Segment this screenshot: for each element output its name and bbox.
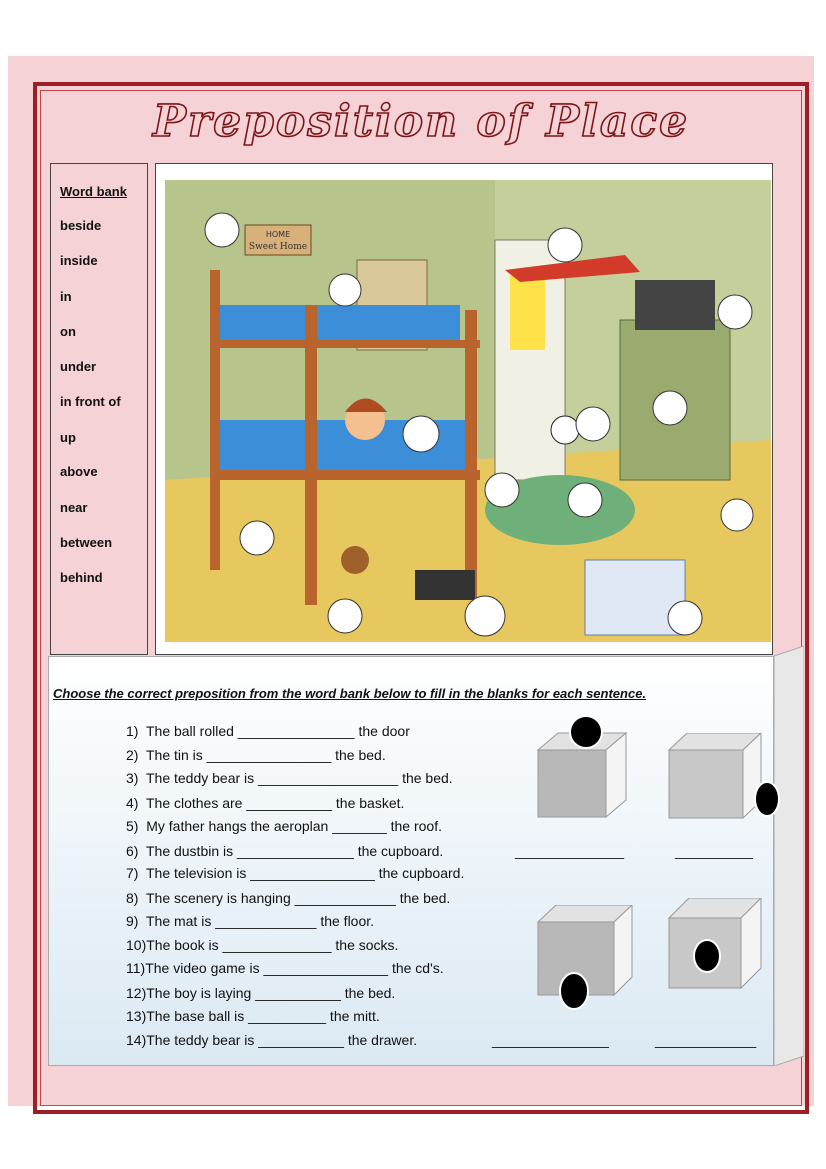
label-circle[interactable]: [718, 295, 752, 329]
ball: [570, 716, 602, 748]
label-circle[interactable]: [721, 499, 753, 531]
word-bank-heading: Word bank: [60, 184, 127, 199]
page-title: Preposition of Place: [152, 96, 690, 147]
sentence-6: 6) The dustbin is _______________ the cupboard.: [126, 843, 444, 859]
sentence-3: 3) The teddy bear is __________________ the bed.: [126, 770, 453, 786]
answer-blank[interactable]: ______________: [515, 843, 625, 859]
ball: [755, 782, 779, 816]
word-bank-item: in: [60, 289, 72, 304]
label-circle[interactable]: [568, 483, 602, 517]
poster: [510, 275, 545, 350]
label-circle[interactable]: [328, 599, 362, 633]
sentence-1: 1) The ball rolled _______________ the door: [126, 723, 410, 739]
label-circle[interactable]: [548, 228, 582, 262]
bed-post: [465, 310, 477, 600]
ball: [694, 940, 720, 972]
sentence-9: 9) The mat is _____________ the floor.: [126, 913, 375, 929]
answer-blank[interactable]: _____________: [655, 1032, 757, 1048]
label-circle[interactable]: [329, 274, 361, 306]
instructions: Choose the correct preposition from the word bank below to fill in the blanks for each sentence.: [53, 686, 647, 701]
top-bunk-mattress: [220, 305, 460, 345]
teddy-bear: [341, 546, 369, 574]
sentence-14: 14)The teddy bear is ___________ the drawer.: [126, 1032, 418, 1048]
video-game-console: [415, 570, 475, 600]
television: [635, 280, 715, 330]
sentence-12: 12)The boy is laying ___________ the bed.: [126, 985, 396, 1001]
word-bank-item: in front of: [60, 394, 121, 409]
sentence-13: 13)The base ball is __________ the mitt.: [126, 1008, 380, 1024]
label-circle[interactable]: [205, 213, 239, 247]
label-circle[interactable]: [465, 596, 505, 636]
word-bank-item: between: [60, 535, 113, 550]
sentence-7: 7) The television is ________________ the cupboard.: [126, 865, 465, 881]
cube-ball-inside: [665, 898, 765, 993]
word-bank-item: on: [60, 324, 76, 339]
cube-ball-in-front: [534, 905, 634, 1013]
sentence-8: 8) The scenery is hanging _____________ the bed.: [126, 890, 451, 906]
word-bank: [50, 163, 148, 655]
sentence-10: 10)The book is ______________ the socks.: [126, 937, 399, 953]
bed-post: [210, 270, 220, 570]
bed-rail: [210, 470, 480, 480]
word-bank-item: above: [60, 464, 98, 479]
label-circle[interactable]: [576, 407, 610, 441]
sign-line-2: Sweet Home: [248, 242, 308, 252]
label-circle[interactable]: [240, 521, 274, 555]
bed-rail: [210, 340, 480, 348]
word-bank-item: behind: [60, 570, 103, 585]
label-circle[interactable]: [485, 473, 519, 507]
answer-blank[interactable]: _______________: [492, 1032, 609, 1048]
cube-ball-beside: [665, 733, 781, 823]
exercise-panel: [48, 656, 774, 1066]
label-circle[interactable]: [403, 416, 439, 452]
word-bank-item: inside: [60, 253, 98, 268]
label-circle[interactable]: [653, 391, 687, 425]
sentence-11: 11)The video game is ________________ the cd's.: [126, 960, 444, 976]
messy-bedroom-illustration: [165, 180, 771, 642]
sign-line-1: HOME: [265, 230, 291, 239]
answer-blank[interactable]: __________: [675, 843, 753, 859]
sentence-2: 2) The tin is ________________ the bed.: [126, 747, 386, 763]
soccer-ball: [551, 416, 579, 444]
word-bank-item: up: [60, 430, 76, 445]
cube-ball-on: [534, 715, 629, 820]
label-circle[interactable]: [668, 601, 702, 635]
word-bank-item: beside: [60, 218, 102, 233]
sentence-5: 5) My father hangs the aeroplan _______ the roof.: [126, 818, 442, 834]
sentence-4: 4) The clothes are ___________ the basket.: [126, 795, 405, 811]
bed-post: [305, 305, 317, 605]
ball: [560, 973, 588, 1009]
word-bank-item: near: [60, 500, 88, 515]
word-bank-item: under: [60, 359, 97, 374]
exercise-panel-side: [774, 646, 804, 1066]
